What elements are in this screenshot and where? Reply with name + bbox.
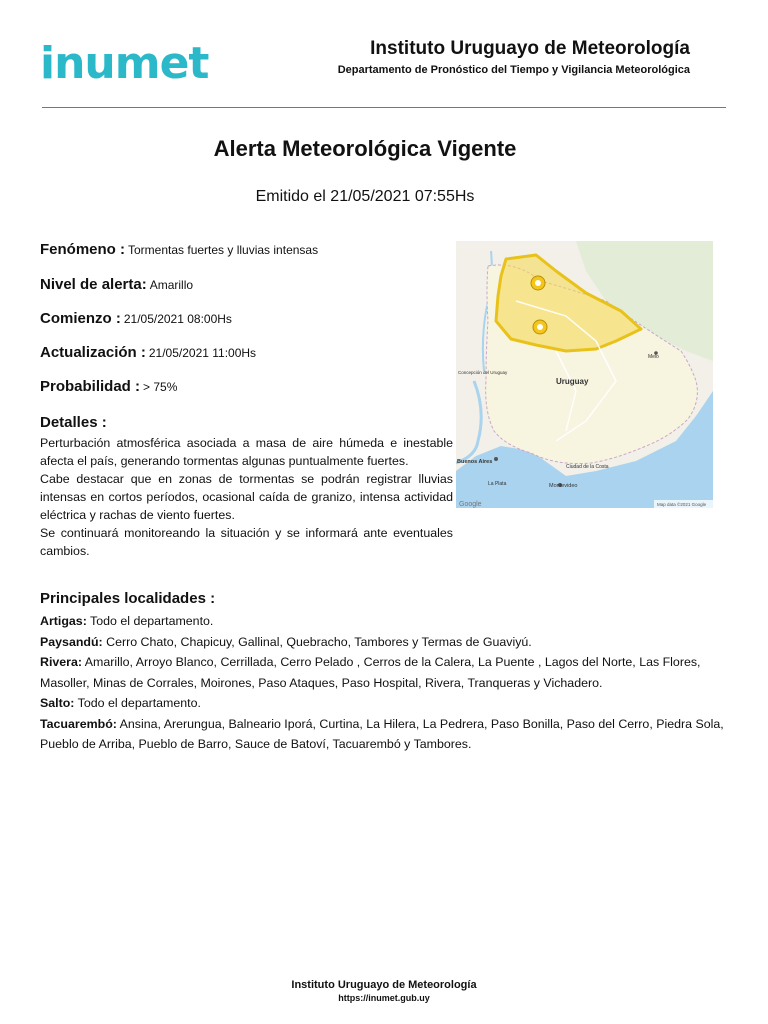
- map-label-concepcion: Concepción del Uruguay: [458, 370, 508, 375]
- dept-name: Salto:: [40, 696, 75, 710]
- alert-title: Alerta Meteorológica Vigente: [213, 136, 517, 161]
- field-probabilidad: [40, 378, 177, 395]
- field-comienzo: [40, 310, 232, 327]
- details-paragraph: Cabe destacar que en zonas de tormentas se podrán registrar lluvias intensas en cortos períodos, ocasional caída de granizo, intensa actividad eléctrica y rachas de viento fuertes.: [40, 472, 453, 522]
- field-value: Tormentas fuertes y lluvias intensas: [128, 243, 319, 257]
- inumet-logo: inumet: [40, 38, 209, 89]
- issued-date: Emitido el 21/05/2021 07:55Hs: [255, 188, 475, 205]
- details-paragraph: Perturbación atmosférica asociada a masa de aire húmeda e inestable afecta el país, generando tormentas algunas puntualmente fuertes.: [40, 436, 453, 468]
- field-value: Amarillo: [149, 278, 194, 292]
- localities-title: Principales localidades :: [40, 590, 216, 607]
- header-divider: [42, 107, 726, 108]
- list-item: [40, 693, 730, 714]
- field-label: Comienzo :: [40, 310, 121, 327]
- dept-name: Rivera:: [40, 655, 83, 669]
- dept-places: Ansina, Arerungua, Balneario Iporá, Curtina, La Hilera, La Pedrera, Paso Bonilla, Paso del Cerro, Piedra Sola, Pueblo de Arriba, Pueblo de Barro, Sauce de Batoví, Tacuarembó y Tambores.: [40, 716, 724, 751]
- map-label-buenos-aires: Buenos Aires: [457, 459, 493, 465]
- details-title: Detalles :: [40, 414, 107, 431]
- footer-url[interactable]: https://inumet.gub.uy: [338, 993, 430, 1003]
- field-label: Fenómeno :: [40, 241, 125, 258]
- details-text: [40, 434, 453, 560]
- field-fenomeno: [40, 241, 318, 258]
- map-label-la-plata: La Plata: [488, 481, 507, 487]
- field-label: Probabilidad :: [40, 378, 141, 395]
- list-item: [40, 652, 730, 693]
- field-label: Nivel de alerta:: [40, 276, 147, 293]
- dept-places: Cerro Chato, Chapicuy, Gallinal, Quebracho, Tambores y Termas de Guaviyú.: [106, 634, 532, 649]
- map-label-ciudad-costa: Ciudad de la Costa: [566, 464, 609, 470]
- list-item: [40, 611, 730, 632]
- dept-name: Paysandú:: [40, 634, 103, 649]
- field-value: > 75%: [143, 380, 178, 394]
- field-actualizacion: [40, 344, 256, 361]
- field-value: 21/05/2021 08:00Hs: [123, 312, 232, 326]
- map-label-melo: Melo: [648, 354, 659, 360]
- dept-name: Tacuarembó:: [40, 716, 117, 731]
- localities-list: [40, 611, 730, 755]
- footer-title: Instituto Uruguayo de Meteorología: [291, 979, 477, 991]
- map-label-montevideo: Montevideo: [549, 483, 578, 489]
- list-item: [40, 632, 730, 653]
- google-logo: Google: [459, 501, 482, 508]
- dept-places: Todo el departamento.: [77, 696, 201, 710]
- dept-places: Todo el departamento.: [90, 614, 214, 628]
- dept-name: Artigas:: [40, 614, 87, 628]
- field-value: 21/05/2021 11:00Hs: [148, 346, 257, 360]
- list-item: [40, 714, 730, 755]
- map-attribution: Map data ©2021 Google: [657, 502, 707, 507]
- institute-title: Instituto Uruguayo de Meteorología: [370, 38, 690, 59]
- department-subtitle: Departamento de Pronóstico del Tiempo y Vigilancia Meteorológica: [337, 64, 690, 76]
- details-paragraph: Se continuará monitoreando la situación y se informará ante eventuales cambios.: [40, 526, 453, 558]
- field-label: Actualización :: [40, 344, 146, 361]
- alert-map[interactable]: [456, 241, 713, 508]
- dept-places: Amarillo, Arroyo Blanco, Cerrillada, Cerro Pelado , Cerros de la Calera, La Puente , Lagos del Norte, Las Flores, Masoller, Minas de Corrales, Moirones, Paso Ataques, Paso Hospital, Rivera, Tranqueras y Vichadero.: [40, 655, 701, 690]
- field-nivel: [40, 276, 193, 293]
- map-country-label: Uruguay: [556, 377, 589, 386]
